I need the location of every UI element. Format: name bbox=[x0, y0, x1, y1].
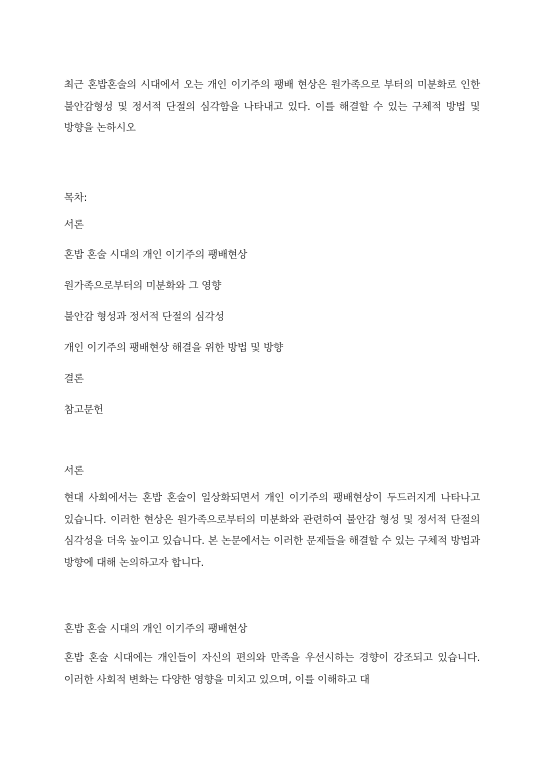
toc-item: 참고문헌 bbox=[64, 404, 104, 416]
section-heading-egoism: 혼밥 혼술 시대의 개인 이기주의 팽배현상 bbox=[64, 623, 248, 635]
section-heading-intro: 서론 bbox=[64, 465, 84, 477]
essay-question: 최근 혼밥혼술의 시대에서 오는 개인 이기주의 팽배 현상은 원가족으로 부터의 미분화로 인한 불안감형성 및 정서적 단절의 심각함을 나타내고 있다. 이를 해결할 수 있는 구체적 방법 및 방향을 논하시오 bbox=[64, 79, 480, 134]
toc-item: 혼밥 혼술 시대의 개인 이기주의 팽배현상 bbox=[64, 249, 248, 261]
toc-item: 원가족으로부터의 미분화와 그 영향 bbox=[64, 280, 222, 292]
egoism-paragraph: 혼밥 혼술 시대에는 개인들이 자신의 편의와 만족을 우선시하는 경향이 강조되고 있습니다. 이러한 사회적 변화는 다양한 영향을 미치고 있으며, 이를 이해하고 대 bbox=[64, 652, 480, 686]
intro-paragraph: 현대 사회에서는 혼밥 혼술이 일상화되면서 개인 이기주의 팽배현상이 두드러지게 나타나고 있습니다. 이러한 현상은 원가족으로부터의 미분화와 관련하여 불안감 형성 및 정서적 단절의 심각성을 더욱 높이고 있습니다. 본 논문에서는 이러한 문제들을 해결할 수 있는 구체적 방법과 방향에 대해 논의하고자 합니다. bbox=[64, 492, 480, 569]
toc-item: 결론 bbox=[64, 373, 84, 385]
toc-item: 불안감 형성과 정서적 단절의 심각성 bbox=[64, 311, 225, 323]
toc-item: 서론 bbox=[64, 219, 84, 231]
toc-heading: 목차: bbox=[64, 192, 88, 204]
toc-item: 개인 이기주의 팽배현상 해결을 위한 방법 및 방향 bbox=[64, 342, 284, 354]
